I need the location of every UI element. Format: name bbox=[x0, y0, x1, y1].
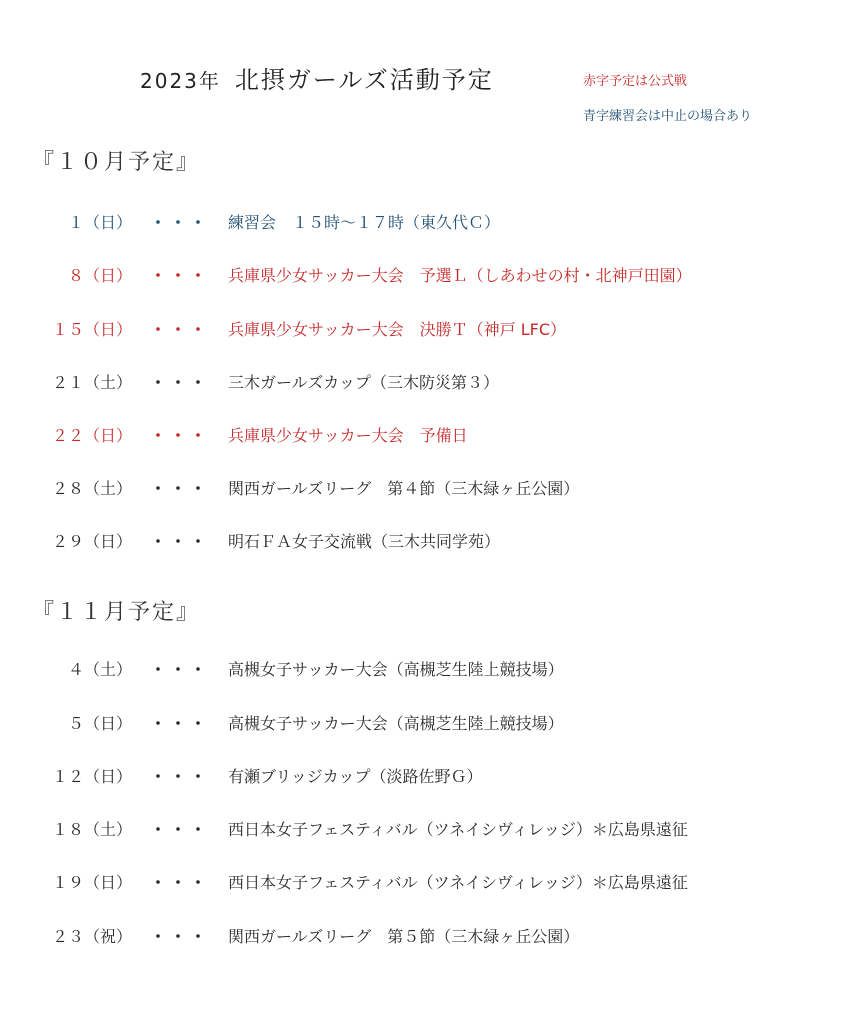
row-event: 西日本女子フェスティバル（ツネイシヴィレッジ）＊広島県遠征 bbox=[228, 820, 688, 839]
schedule-row bbox=[0, 423, 841, 453]
row-event: 関西ガールズリーグ 第４節（三木緑ヶ丘公園） bbox=[228, 479, 580, 498]
schedule-row bbox=[0, 817, 841, 847]
row-dots: ・・・ bbox=[150, 820, 211, 839]
row-dots: ・・・ bbox=[150, 373, 211, 392]
row-event: 高槻女子サッカー大会（高槻芝生陸上競技場） bbox=[228, 714, 564, 733]
row-date: ２３（祝） bbox=[51, 927, 132, 946]
schedule-row bbox=[0, 210, 841, 240]
row-dots: ・・・ bbox=[150, 660, 211, 679]
row-date: １９（日） bbox=[51, 873, 132, 892]
schedule-row bbox=[0, 870, 841, 900]
row-event: 三木ガールズカップ（三木防災第３） bbox=[228, 373, 500, 392]
row-date: ２２（日） bbox=[51, 426, 132, 445]
row-date: ５（日） bbox=[67, 714, 132, 733]
schedule-row bbox=[0, 317, 841, 347]
row-event: 兵庫県少女サッカー大会 決勝Ｔ（神戸 LFC） bbox=[228, 320, 567, 339]
schedule-row bbox=[0, 657, 841, 687]
row-dots: ・・・ bbox=[150, 873, 211, 892]
row-date: ２８（土） bbox=[51, 479, 132, 498]
row-dots: ・・・ bbox=[150, 714, 211, 733]
row-event: 西日本女子フェスティバル（ツネイシヴィレッジ）＊広島県遠征 bbox=[228, 873, 688, 892]
row-date: ８（日） bbox=[67, 266, 132, 285]
row-date: １（日） bbox=[67, 213, 132, 232]
page-title bbox=[140, 60, 494, 95]
row-event: 関西ガールズリーグ 第５節（三木緑ヶ丘公園） bbox=[228, 927, 580, 946]
october-section-title: 『１０月予定』 bbox=[32, 150, 201, 175]
legend-official-matches: 赤字予定は公式戦 bbox=[583, 74, 688, 89]
row-date: １５（日） bbox=[51, 320, 132, 339]
row-date: １２（日） bbox=[51, 767, 132, 786]
schedule-row bbox=[0, 263, 841, 293]
schedule-row bbox=[0, 529, 841, 559]
schedule-row bbox=[0, 476, 841, 506]
november-section-title: 『１１月予定』 bbox=[32, 600, 201, 625]
schedule-row bbox=[0, 764, 841, 794]
row-dots: ・・・ bbox=[150, 927, 211, 946]
title-text: 北摂ガールズ活動予定 bbox=[234, 66, 494, 94]
row-dots: ・・・ bbox=[150, 213, 211, 232]
row-event: 高槻女子サッカー大会（高槻芝生陸上競技場） bbox=[228, 660, 564, 679]
row-dots: ・・・ bbox=[150, 320, 211, 339]
row-date: ４（土） bbox=[67, 660, 132, 679]
row-date: ２９（日） bbox=[51, 532, 132, 551]
row-dots: ・・・ bbox=[150, 479, 211, 498]
schedule-row bbox=[0, 924, 841, 954]
schedule-row bbox=[0, 370, 841, 400]
row-event: 有瀬ブリッジカップ（淡路佐野Ｇ） bbox=[228, 767, 483, 786]
row-dots: ・・・ bbox=[150, 426, 211, 445]
row-event: 練習会 １５時～１７時（東久代Ｃ） bbox=[228, 213, 501, 232]
title-year: 2023年 bbox=[140, 69, 221, 93]
schedule-row bbox=[0, 711, 841, 741]
row-dots: ・・・ bbox=[150, 266, 211, 285]
row-event: 兵庫県少女サッカー大会 予選Ｌ（しあわせの村・北神戸田園） bbox=[228, 266, 692, 285]
legend-practice-sessions: 青字練習会は中止の場合あり bbox=[583, 109, 753, 124]
row-date: １８（土） bbox=[51, 820, 132, 839]
row-date: ２１（土） bbox=[51, 373, 132, 392]
row-event: 明石ＦＡ女子交流戦（三木共同学苑） bbox=[228, 532, 501, 551]
row-dots: ・・・ bbox=[150, 532, 211, 551]
row-dots: ・・・ bbox=[150, 767, 211, 786]
row-event: 兵庫県少女サッカー大会 予備日 bbox=[228, 426, 468, 445]
